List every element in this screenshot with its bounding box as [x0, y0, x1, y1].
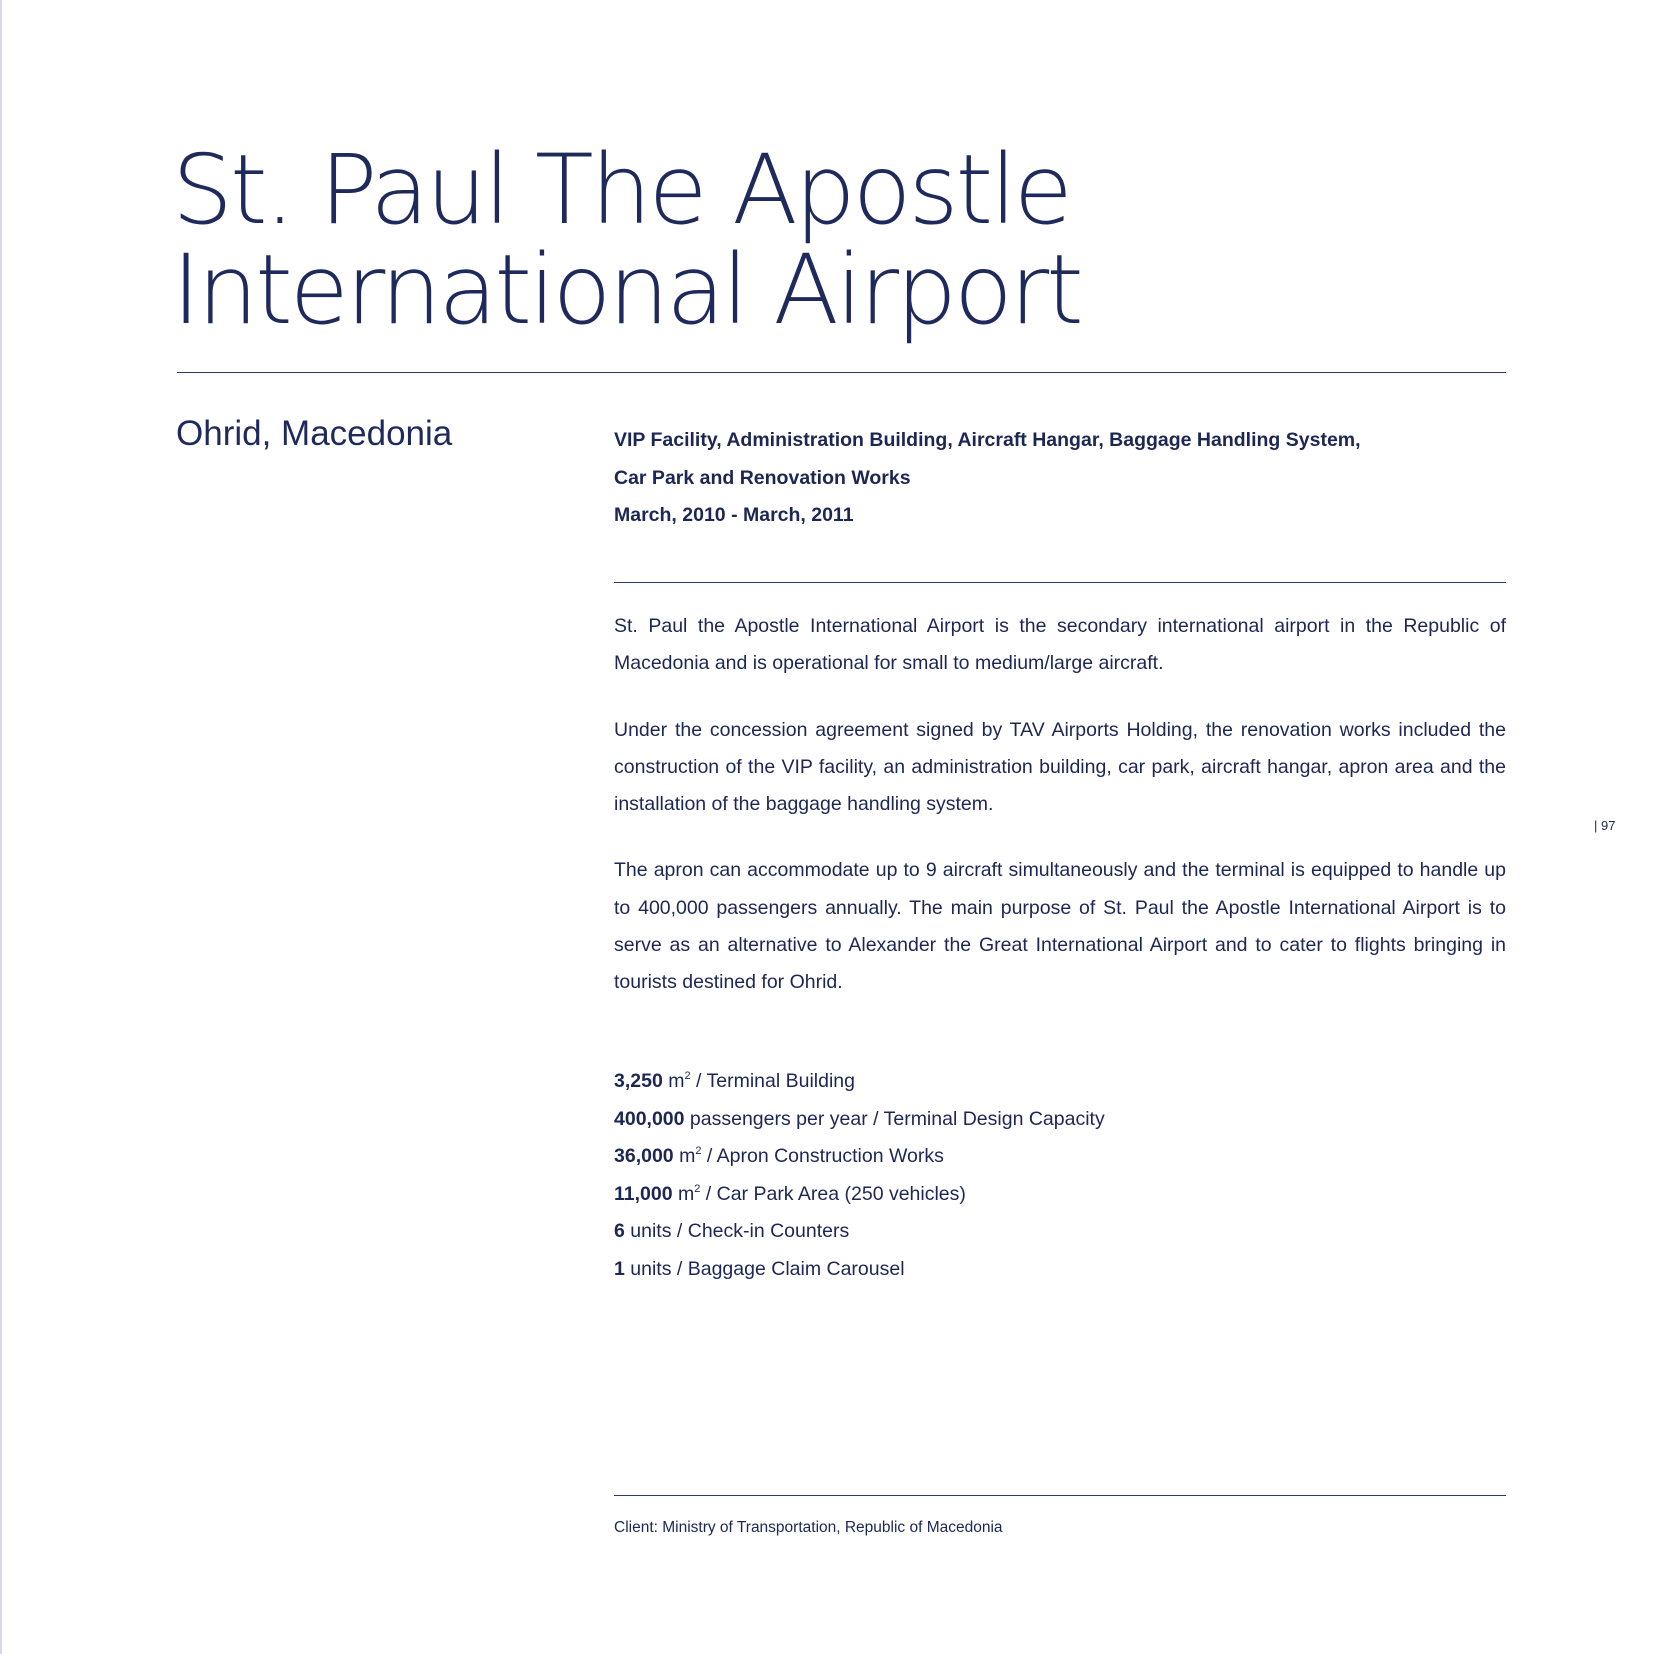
footer-divider [614, 1495, 1506, 1496]
scope-line-1: VIP Facility, Administration Building, Aircraft Hangar, Baggage Handling System, [614, 429, 1361, 451]
project-description [614, 608, 1506, 1031]
stat-row [614, 1213, 1105, 1251]
paragraph: St. Paul the Apostle International Airport is the secondary international airport in the Republic of Macedonia and is operational for small to medium/large aircraft. [614, 615, 1506, 675]
stat-value: 36,000 [614, 1145, 674, 1167]
stat-label: / Apron Construction Works [701, 1145, 944, 1167]
stat-unit-exponent: 2 [694, 1182, 701, 1195]
stat-label: / Baggage Claim Carousel [671, 1257, 905, 1280]
page-edge-line [0, 0, 2, 1654]
page-number: | 97 [1594, 818, 1616, 833]
stat-unit: m [678, 1182, 695, 1205]
stat-row [614, 1251, 1105, 1289]
stat-value: 11,000 [614, 1182, 673, 1205]
page-title-line-1: St. Paul The Apostle [172, 134, 1070, 246]
stat-label: / Check-in Counters [671, 1220, 850, 1242]
scope-divider [614, 582, 1506, 583]
stat-label: / Car Park Area (250 vehicles) [700, 1182, 966, 1205]
scope-line-2: Car Park and Renovation Works [614, 466, 911, 489]
page-title-line-2: International Airport [172, 234, 1081, 346]
project-stats [614, 1063, 1105, 1288]
client-credit: Client: Ministry of Transportation, Republic of Macedonia [614, 1519, 1003, 1536]
paragraph: The apron can accommodate up to 9 aircraft simultaneously and the terminal is equipped to handle up to 400,000 passengers annually. The main purpose of St. Paul the Apostle International Airport is to serve as an alternative to Alexander the Great International Airport and to cater to flights bringing in tourists destined for Ohrid. [614, 859, 1506, 994]
page-title [172, 134, 1081, 346]
stat-value: 6 [614, 1220, 625, 1242]
stat-unit-exponent: 2 [695, 1145, 702, 1157]
stat-unit: passengers per year [689, 1107, 868, 1130]
stat-unit: units [630, 1220, 672, 1242]
stat-row [614, 1063, 1105, 1101]
stat-label: / Terminal Design Capacity [867, 1107, 1105, 1130]
project-dates: March, 2010 - March, 2011 [614, 504, 854, 526]
project-location: Ohrid, Macedonia [176, 414, 453, 453]
stat-unit-exponent: 2 [684, 1070, 691, 1082]
stat-value: 400,000 [614, 1107, 685, 1130]
stat-unit: m [668, 1070, 685, 1092]
paragraph: Under the concession agreement signed by TAV Airports Holding, the renovation works included the construction of the VIP facility, an administration building, car park, aircraft hangar, apron area and the installation of the baggage handling system. [614, 718, 1506, 816]
stat-value: 1 [614, 1257, 625, 1280]
stat-value: 3,250 [614, 1070, 663, 1092]
stat-unit: units [630, 1257, 672, 1280]
stat-row [614, 1138, 1105, 1176]
stat-label: / Terminal Building [690, 1070, 855, 1092]
stat-row [614, 1101, 1105, 1139]
stat-unit: m [679, 1145, 696, 1167]
title-divider [177, 372, 1506, 373]
project-scope [614, 422, 1514, 535]
stat-row [614, 1176, 1105, 1214]
